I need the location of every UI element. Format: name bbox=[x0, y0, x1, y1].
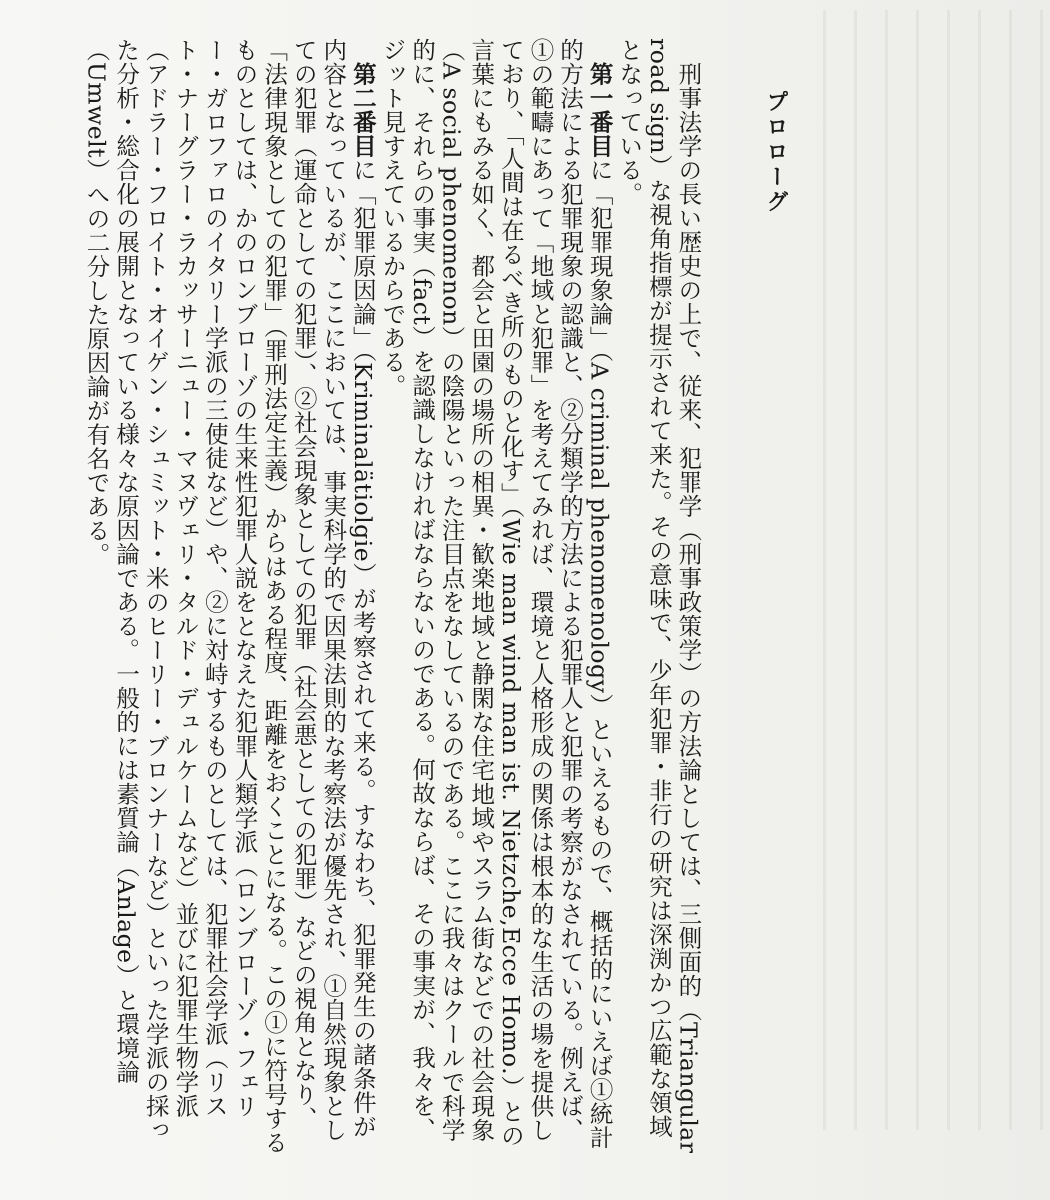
vertical-text-body bbox=[52, 38, 790, 1158]
paragraph-text: 刑事法学の長い歴史の上で、従来、犯罪学（刑事政策学）の方法論としては、三側面的（Triangular road sign）な視角指標が提示されて来た。その意味で、少年犯罪・非行の研究は深渕かつ広範な領域となっている。 bbox=[615, 38, 703, 1154]
paragraph-text: に「犯罪現象論」（A criminal phenomenology）といえるもので、概括的にいえば①統計的方法による犯罪現象の認識と、②分類学的方法による犯罪人と犯罪の考察がなされている。例えば、①の範疇にあって「地域と犯罪」を考えてみれば、環境と人格形成の関係は根本的な生活の場を提供しており、「人間は在るべき所のものと化す」（Wie man wind man ist. Nietzche,Ecce Homo.）との言葉にもみる如く、都会と田園の場所の相異・歓楽地域と静閑な住宅地域やスラム街などでの社会現象（A social phenomenon）の陰陽といった注目点をなしているのである。ここに我々はクールで科学的に、それらの事実（fact）を認識しなければならないのである。何故ならば、その事実が、我々を、ジット見すえているからである。 bbox=[378, 38, 614, 1149]
paragraph-text: に「犯罪原因論」（Kriminalätiolgie）が考察されて来る。すなわち、犯罪発生の諸条件が内容となっているが、ここにおいては、事実科学的で因果法則的な考察法が優先され、①自然現象としての犯罪（運命としての犯罪）、②社会現象としての犯罪（社会悪としての犯罪）などの視角となり、「法律現象としての犯罪」（罪刑法定主義）からはある程度、距離をおくことになる。この①に符号するものとしては、かのロンブローゾの生来性犯罪人説をとなえた犯罪人類学派（ロンブローゾ・フェリー・ガロファロのイタリー学派の三使徒など）や、②に対峙するものとしては、犯罪社会学派（リスト・ナーグラー・ラカッサーニュー・マヌヴェリ・タルド・デュルケームなど）並びに犯罪生物学派（アドラー・フロイト・オイゲン・シュミット・米のヒーリー・ブロンナーなど）といった学派の採った分析・総合化の展開となっている様々な原因論である。一般的には素質論（Anlage）と環境論（Umwelt）への二分した原因論が有名である。 bbox=[82, 38, 377, 1155]
paragraph-intro bbox=[614, 38, 703, 1158]
show-through-text bbox=[795, 10, 1045, 1130]
paragraph-heading: 第二番目 bbox=[348, 61, 377, 158]
paragraph-first bbox=[377, 38, 614, 1158]
page-title: プロローグ bbox=[763, 90, 788, 215]
paragraph-heading: 第一番目 bbox=[585, 61, 614, 158]
paragraph-second bbox=[81, 38, 377, 1158]
